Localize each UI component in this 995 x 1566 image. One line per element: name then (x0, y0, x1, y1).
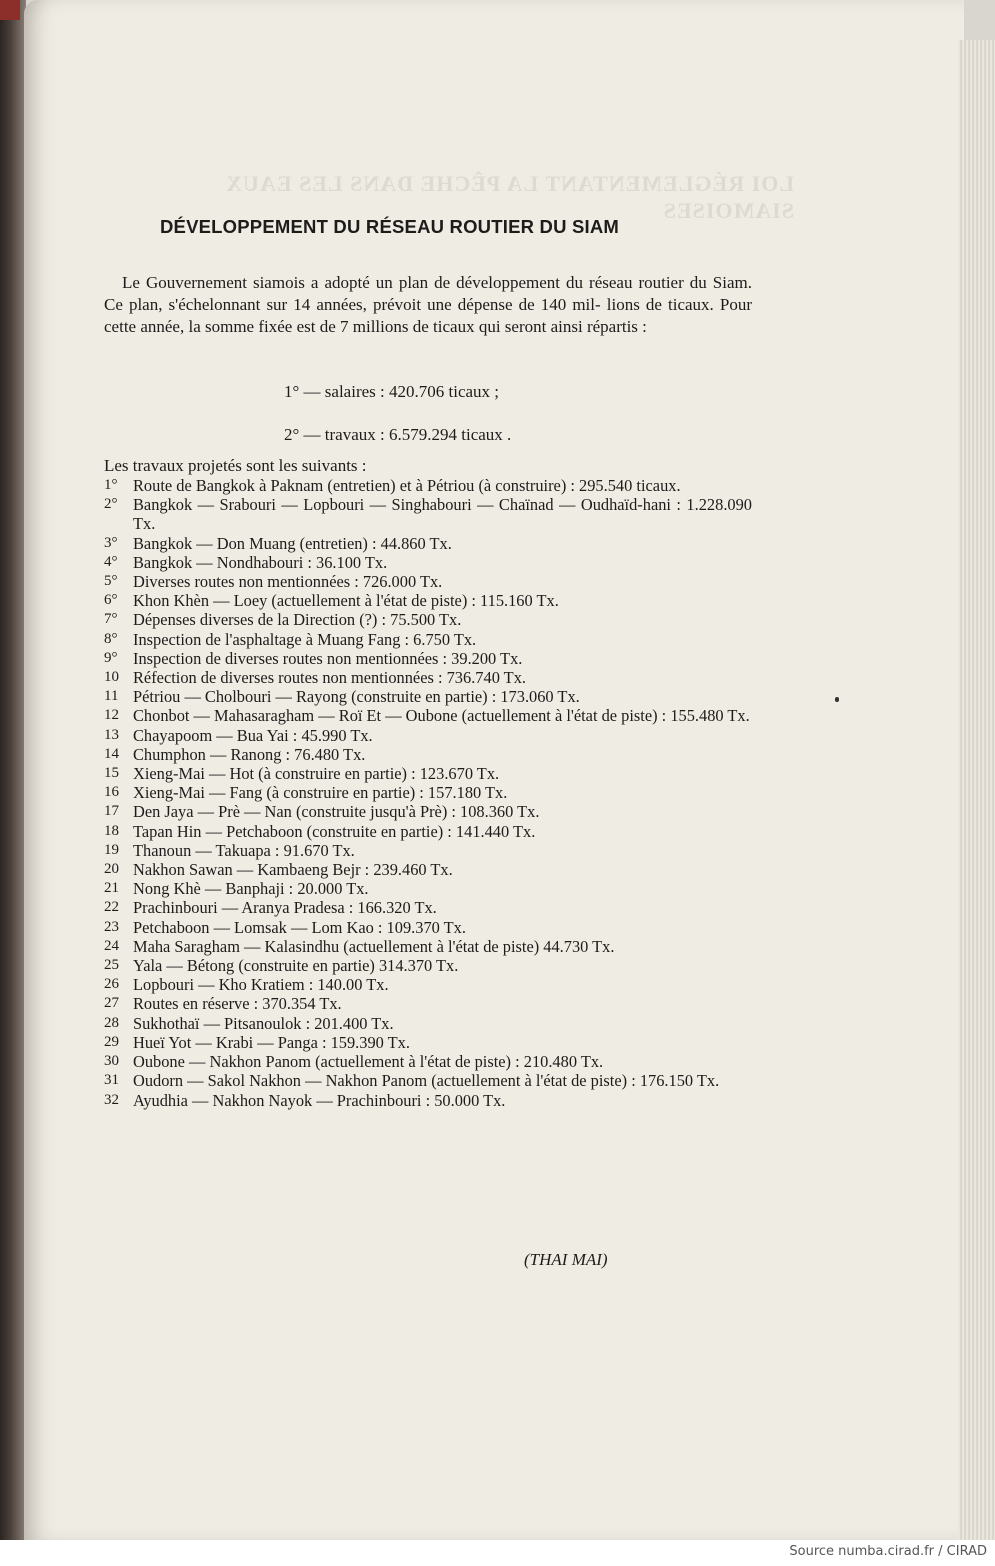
item-number: 20 (104, 861, 119, 878)
list-item (104, 802, 752, 821)
list-item (104, 822, 752, 841)
item-text: Diverses routes non mentionnées : 726.000 Tx. (133, 572, 443, 592)
item-text: Hueï Yot — Krabi — Panga : 159.390 Tx. (133, 1032, 410, 1052)
item-number: 13 (104, 726, 119, 743)
item-number: 27 (104, 995, 119, 1012)
page-edges (958, 40, 995, 1540)
item-number: 19 (104, 841, 119, 858)
source-credit: Source numba.cirad.fr / CIRAD (789, 1544, 987, 1559)
item-number: 32 (104, 1091, 119, 1108)
item-text: Prachinbouri — Aranya Pradesa : 166.320 Tx. (133, 898, 437, 918)
list-item (104, 1052, 752, 1071)
list-item (104, 764, 752, 783)
list-item (104, 553, 752, 572)
list-item (104, 745, 752, 764)
list-item (104, 476, 752, 495)
item-number: 3° (104, 534, 118, 551)
item-number: 18 (104, 822, 119, 839)
intro-paragraph (104, 272, 752, 338)
list-item (104, 668, 752, 687)
item-text: Chonbot — Mahasaragham — Roï Et — Oubone (actuellement à l'état de piste) : 155.480 Tx. (133, 706, 750, 726)
article-title: DÉVELOPPEMENT DU RÉSEAU ROUTIER DU SIAM (160, 216, 620, 237)
list-item (104, 841, 752, 860)
item-number: 26 (104, 976, 119, 993)
list-item (104, 937, 752, 956)
item-text: Chumphon — Ranong : 76.480 Tx. (133, 744, 366, 764)
item-number: 29 (104, 1033, 119, 1050)
list-item (104, 898, 752, 917)
intro-line: du Siam. Ce plan, s'échelonnant sur 14 années, prévoit une dépense de 140 mil- (104, 273, 752, 314)
item-text: Thanoun — Takuapa : 91.670 Tx. (133, 840, 355, 860)
list-item (104, 1071, 752, 1090)
item-text: Dépenses diverses de la Direction (?) : 75.500 Tx. (133, 610, 462, 630)
item-text: Chayapoom — Bua Yai : 45.990 Tx. (133, 725, 373, 745)
allocation-works: 2° — travaux : 6.579.294 ticaux . (284, 425, 512, 444)
item-text: Xieng-Mai — Hot (à construire en partie) : 123.670 Tx. (133, 764, 500, 784)
list-item (104, 630, 752, 649)
list-item (104, 860, 752, 879)
item-number: 22 (104, 899, 119, 916)
item-number: 14 (104, 745, 119, 762)
item-text: Lopbouri — Kho Kratiem : 140.00 Tx. (133, 975, 389, 995)
item-number: 16 (104, 784, 119, 801)
item-number: 30 (104, 1053, 119, 1070)
item-number: 9° (104, 649, 118, 666)
item-text: Yala — Bétong (construite en partie) 314.370 Tx. (133, 956, 459, 976)
item-number: 23 (104, 918, 119, 935)
item-number: 12 (104, 707, 119, 724)
intro-line: Le Gouvernement siamois a adopté un plan de développement du réseau routier (122, 273, 690, 292)
list-item (104, 783, 752, 802)
item-number: 5° (104, 573, 118, 590)
item-text: Bangkok — Srabouri — Lopbouri — Singhabouri — Chaïnad — Oudhaïd-hani : 1.228.090 Tx. (133, 495, 752, 534)
item-text: Pétriou — Cholbouri — Rayong (construite en partie) : 173.060 Tx. (133, 687, 580, 707)
item-number: 7° (104, 611, 118, 628)
book-spine (0, 0, 26, 1540)
show-through-text: LOI RÉGLEMENTANT LA PÊCHE DANS LES EAUX SIAMOISES (225, 171, 794, 223)
list-item (104, 994, 752, 1013)
list-item (104, 1014, 752, 1033)
intro-line: seront ainsi répartis : (504, 317, 647, 336)
item-text: Petchaboon — Lomsak — Lom Kao : 109.370 Tx. (133, 917, 466, 937)
item-text: Sukhothaï — Pitsanoulok : 201.400 Tx. (133, 1013, 394, 1033)
item-number: 1° (104, 477, 118, 493)
item-number: 15 (104, 765, 119, 782)
item-text: Ayudhia — Nakhon Nayok — Prachinbouri : 50.000 Tx. (133, 1090, 506, 1110)
item-number: 6° (104, 592, 118, 609)
item-number: 25 (104, 957, 119, 974)
list-item (104, 495, 752, 533)
list-item (104, 591, 752, 610)
list-item (104, 687, 752, 706)
item-number: 17 (104, 803, 119, 820)
item-number: 21 (104, 880, 119, 897)
item-text: Xieng-Mai — Fang (à construire en partie) : 157.180 Tx. (133, 783, 508, 803)
binding-corner (0, 0, 20, 20)
item-text: Bangkok — Nondhabouri : 36.100 Tx. (133, 552, 388, 572)
item-number: 4° (104, 553, 118, 570)
ink-speck (835, 697, 839, 702)
item-number: 10 (104, 669, 119, 686)
item-text: Den Jaya — Prè — Nan (construite jusqu'à Prè) : 108.360 Tx. (133, 802, 540, 822)
list-item (104, 975, 752, 994)
list-item (104, 649, 752, 668)
item-number: 8° (104, 630, 118, 647)
item-text: Route de Bangkok à Paknam (entretien) et à Pétriou (à construire) : 295.540 ticaux. (133, 476, 681, 495)
allocation-salaries: 1° — salaires : 420.706 ticaux ; (284, 382, 500, 401)
list-item (104, 572, 752, 591)
list-intro: Les travaux projetés sont les suivants : (104, 456, 367, 475)
item-text: Inspection de diverses routes non mentionnées : 39.200 Tx. (133, 648, 523, 668)
item-number: 2° (104, 496, 118, 513)
item-text: Khon Khèn — Loey (actuellement à l'état de piste) : 115.160 Tx. (133, 591, 559, 611)
item-text: Maha Saragham — Kalasindhu (actuellement à l'état de piste) 44.730 Tx. (133, 936, 615, 956)
item-text: Inspection de l'asphaltage à Muang Fang : 6.750 Tx. (133, 629, 477, 649)
list-item (104, 1091, 752, 1110)
list-item (104, 879, 752, 898)
item-text: Nakhon Sawan — Kambaeng Bejr : 239.460 Tx. (133, 860, 453, 880)
item-text: Oubone — Nakhon Panom (actuellement à l'état de piste) : 210.480 Tx. (133, 1052, 604, 1072)
list-item (104, 726, 752, 745)
intro-line: lions de ticaux. Pour cette année, la somme fixée est de 7 millions de ticaux qui (104, 295, 752, 336)
item-number: 31 (104, 1072, 119, 1089)
item-text: Tapan Hin — Petchaboon (construite en partie) : 141.440 Tx. (133, 821, 536, 841)
list-item (104, 956, 752, 975)
item-text: Réfection de diverses routes non mentionnées : 736.740 Tx. (133, 668, 526, 688)
works-list (104, 476, 752, 1110)
item-text: Oudorn — Sakol Nakhon — Nakhon Panom (actuellement à l'état de piste) : 176.150 Tx. (133, 1071, 720, 1091)
item-text: Bangkok — Don Muang (entretien) : 44.860 Tx. (133, 533, 452, 553)
item-text: Routes en réserve : 370.354 Tx. (133, 994, 342, 1014)
list-item (104, 706, 752, 725)
item-number: 24 (104, 937, 119, 954)
list-item (104, 610, 752, 629)
list-item (104, 534, 752, 553)
item-number: 11 (104, 688, 119, 705)
source-citation: (THAI MAI) (524, 1250, 608, 1269)
item-number: 28 (104, 1014, 119, 1031)
list-item (104, 918, 752, 937)
list-item (104, 1033, 752, 1052)
item-text: Nong Khè — Banphaji : 20.000 Tx. (133, 879, 369, 899)
